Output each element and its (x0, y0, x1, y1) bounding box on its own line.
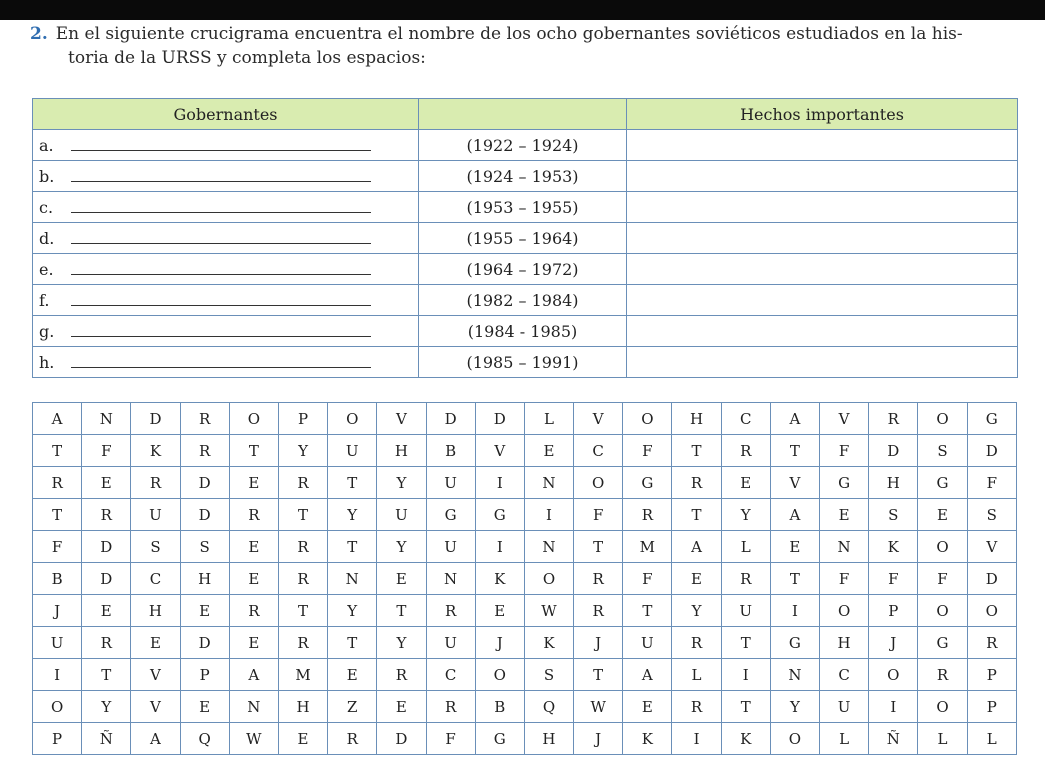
grid-cell[interactable]: Y (377, 531, 426, 563)
grid-cell[interactable]: O (229, 403, 278, 435)
grid-cell[interactable]: E (180, 595, 229, 627)
grid-cell[interactable]: E (229, 563, 278, 595)
grid-cell[interactable]: Y (770, 691, 819, 723)
grid-cell[interactable]: U (623, 627, 672, 659)
important-facts-cell[interactable] (627, 285, 1018, 316)
grid-cell[interactable]: D (131, 403, 180, 435)
grid-cell[interactable]: Ñ (869, 723, 918, 755)
grid-cell[interactable]: E (623, 691, 672, 723)
grid-cell[interactable]: F (82, 435, 131, 467)
grid-cell[interactable]: T (721, 691, 770, 723)
grid-cell[interactable]: O (918, 691, 967, 723)
grid-cell[interactable]: G (475, 723, 524, 755)
grid-cell[interactable]: Y (328, 595, 377, 627)
header-period (419, 99, 627, 130)
grid-cell[interactable]: F (574, 499, 623, 531)
ruler-name-blank[interactable] (71, 291, 371, 306)
grid-cell[interactable]: T (574, 531, 623, 563)
grid-cell[interactable]: H (180, 563, 229, 595)
grid-cell[interactable]: T (721, 627, 770, 659)
grid-cell[interactable]: G (918, 467, 967, 499)
ruler-row (33, 223, 1018, 254)
grid-cell[interactable]: B (426, 435, 475, 467)
grid-cell[interactable]: G (967, 403, 1016, 435)
grid-row (33, 499, 1017, 531)
grid-cell[interactable]: U (426, 531, 475, 563)
grid-cell[interactable]: F (33, 531, 82, 563)
grid-cell[interactable]: E (131, 627, 180, 659)
grid-cell[interactable]: K (721, 723, 770, 755)
important-facts-cell[interactable] (627, 161, 1018, 192)
grid-cell[interactable]: R (33, 467, 82, 499)
grid-cell[interactable]: F (426, 723, 475, 755)
grid-cell[interactable]: I (721, 659, 770, 691)
grid-cell[interactable]: R (672, 691, 721, 723)
grid-cell[interactable]: R (869, 403, 918, 435)
grid-cell[interactable]: S (180, 531, 229, 563)
grid-cell[interactable]: W (524, 595, 573, 627)
grid-cell[interactable]: R (721, 435, 770, 467)
grid-cell[interactable]: U (426, 467, 475, 499)
grid-cell[interactable]: U (328, 435, 377, 467)
grid-cell[interactable]: T (623, 595, 672, 627)
grid-cell[interactable]: E (180, 691, 229, 723)
grid-cell[interactable]: M (623, 531, 672, 563)
grid-cell[interactable]: R (82, 627, 131, 659)
grid-cell[interactable]: Z (328, 691, 377, 723)
rulers-table (32, 98, 1018, 378)
grid-cell[interactable]: R (377, 659, 426, 691)
grid-cell[interactable]: C (426, 659, 475, 691)
grid-cell[interactable]: E (524, 435, 573, 467)
grid-cell[interactable]: F (918, 563, 967, 595)
grid-cell[interactable]: C (131, 563, 180, 595)
grid-cell[interactable]: H (131, 595, 180, 627)
grid-cell[interactable]: V (377, 403, 426, 435)
grid-cell[interactable]: P (967, 659, 1016, 691)
grid-cell[interactable]: L (524, 403, 573, 435)
ruler-name-cell[interactable] (33, 161, 419, 192)
grid-cell[interactable]: F (869, 563, 918, 595)
grid-cell[interactable]: K (131, 435, 180, 467)
important-facts-cell[interactable] (627, 347, 1018, 378)
grid-cell[interactable]: R (278, 467, 327, 499)
grid-cell[interactable]: S (869, 499, 918, 531)
period-cell: (1953 – 1955) (419, 192, 627, 223)
grid-cell[interactable]: W (574, 691, 623, 723)
period-cell: (1964 – 1972) (419, 254, 627, 285)
grid-cell[interactable]: E (328, 659, 377, 691)
grid-cell[interactable]: D (377, 723, 426, 755)
grid-cell[interactable]: R (278, 627, 327, 659)
grid-cell[interactable]: E (820, 499, 869, 531)
grid-cell[interactable]: O (918, 403, 967, 435)
important-facts-cell[interactable] (627, 254, 1018, 285)
rulers-table-header (33, 99, 1018, 130)
instructions (30, 22, 1020, 70)
grid-cell[interactable]: Q (524, 691, 573, 723)
grid-cell[interactable]: L (721, 531, 770, 563)
grid-row (33, 627, 1017, 659)
grid-cell[interactable]: B (475, 691, 524, 723)
grid-cell[interactable]: T (278, 595, 327, 627)
grid-cell[interactable]: I (475, 467, 524, 499)
grid-cell[interactable]: T (672, 435, 721, 467)
header-hechos: Hechos importantes (627, 99, 1018, 130)
grid-cell[interactable]: S (131, 531, 180, 563)
grid-cell[interactable]: L (672, 659, 721, 691)
word-search-grid (32, 402, 1017, 755)
row-letter: e. (39, 259, 54, 279)
important-facts-cell[interactable] (627, 192, 1018, 223)
grid-cell[interactable]: V (475, 435, 524, 467)
grid-cell[interactable]: R (278, 563, 327, 595)
grid-cell[interactable]: N (229, 691, 278, 723)
grid-cell[interactable]: T (33, 435, 82, 467)
grid-cell[interactable]: R (574, 563, 623, 595)
ruler-name-cell[interactable] (33, 130, 419, 161)
grid-cell[interactable]: V (574, 403, 623, 435)
grid-cell[interactable]: B (33, 563, 82, 595)
period-cell: (1985 – 1991) (419, 347, 627, 378)
grid-row (33, 691, 1017, 723)
important-facts-cell[interactable] (627, 316, 1018, 347)
grid-cell[interactable]: O (328, 403, 377, 435)
period-cell: (1955 – 1964) (419, 223, 627, 254)
grid-cell[interactable]: V (131, 691, 180, 723)
grid-cell[interactable]: L (918, 723, 967, 755)
grid-cell[interactable]: N (524, 531, 573, 563)
grid-cell[interactable]: H (869, 467, 918, 499)
grid-cell[interactable]: Ñ (82, 723, 131, 755)
grid-cell[interactable]: S (918, 435, 967, 467)
grid-cell[interactable]: G (426, 499, 475, 531)
grid-cell[interactable]: O (574, 467, 623, 499)
grid-cell[interactable]: V (770, 467, 819, 499)
ruler-row (33, 347, 1018, 378)
grid-cell[interactable]: T (328, 531, 377, 563)
grid-cell[interactable]: U (33, 627, 82, 659)
ruler-row (33, 254, 1018, 285)
grid-cell[interactable]: G (820, 467, 869, 499)
grid-cell[interactable]: U (820, 691, 869, 723)
grid-cell[interactable]: R (623, 499, 672, 531)
ruler-name-blank[interactable] (71, 322, 371, 337)
instructions-line-1: En el siguiente crucigrama encuentra el nombre de los ocho gobernantes soviéticos estudiados en la his- (55, 24, 963, 44)
exercise-number: 2. (30, 24, 48, 44)
grid-cell[interactable]: N (820, 531, 869, 563)
grid-cell[interactable]: J (574, 723, 623, 755)
ruler-name-cell[interactable] (33, 347, 419, 378)
grid-cell[interactable]: G (475, 499, 524, 531)
grid-cell[interactable]: J (475, 627, 524, 659)
ruler-name-cell[interactable] (33, 285, 419, 316)
ruler-name-blank[interactable] (71, 353, 371, 368)
ruler-name-cell[interactable] (33, 316, 419, 347)
ruler-name-cell[interactable] (33, 192, 419, 223)
grid-cell[interactable]: R (229, 499, 278, 531)
grid-cell[interactable]: G (623, 467, 672, 499)
grid-cell[interactable]: J (869, 627, 918, 659)
grid-cell[interactable]: F (623, 563, 672, 595)
grid-cell[interactable]: O (918, 531, 967, 563)
grid-cell[interactable]: E (672, 563, 721, 595)
grid-cell[interactable]: O (475, 659, 524, 691)
grid-cell[interactable]: I (869, 691, 918, 723)
important-facts-cell[interactable] (627, 130, 1018, 161)
grid-cell[interactable]: T (770, 563, 819, 595)
grid-cell[interactable]: R (180, 403, 229, 435)
grid-cell[interactable]: K (475, 563, 524, 595)
grid-row (33, 595, 1017, 627)
grid-cell[interactable]: E (475, 595, 524, 627)
grid-cell[interactable]: R (426, 595, 475, 627)
grid-row (33, 467, 1017, 499)
top-bar (0, 0, 1045, 20)
grid-cell[interactable]: E (377, 691, 426, 723)
grid-cell[interactable]: T (770, 435, 819, 467)
grid-cell[interactable]: U (426, 627, 475, 659)
grid-cell[interactable]: I (475, 531, 524, 563)
grid-cell[interactable]: O (623, 403, 672, 435)
grid-cell[interactable]: E (918, 499, 967, 531)
grid-cell[interactable]: R (328, 723, 377, 755)
grid-row (33, 723, 1017, 755)
instructions-line-2: toria de la URSS y completa los espacios: (68, 48, 426, 68)
grid-cell[interactable]: V (131, 659, 180, 691)
grid-cell[interactable]: D (82, 563, 131, 595)
grid-cell[interactable]: E (721, 467, 770, 499)
grid-cell[interactable]: T (377, 595, 426, 627)
grid-cell[interactable]: A (33, 403, 82, 435)
grid-cell[interactable]: A (131, 723, 180, 755)
grid-cell[interactable]: E (770, 531, 819, 563)
grid-cell[interactable]: R (672, 467, 721, 499)
grid-row (33, 435, 1017, 467)
row-letter: b. (39, 166, 55, 186)
grid-cell[interactable]: R (180, 435, 229, 467)
ruler-name-blank[interactable] (71, 229, 371, 244)
grid-cell[interactable]: T (278, 499, 327, 531)
ruler-name-cell[interactable] (33, 223, 419, 254)
row-letter: f. (39, 290, 50, 310)
grid-cell[interactable]: D (82, 531, 131, 563)
grid-cell[interactable]: O (918, 595, 967, 627)
grid-cell[interactable]: T (574, 659, 623, 691)
ruler-row (33, 161, 1018, 192)
grid-cell[interactable]: C (820, 659, 869, 691)
important-facts-cell[interactable] (627, 223, 1018, 254)
grid-cell[interactable]: I (524, 499, 573, 531)
grid-cell[interactable]: P (180, 659, 229, 691)
grid-cell[interactable]: R (278, 531, 327, 563)
grid-cell[interactable]: O (33, 691, 82, 723)
grid-cell[interactable]: Q (180, 723, 229, 755)
period-cell: (1924 – 1953) (419, 161, 627, 192)
grid-cell[interactable]: U (377, 499, 426, 531)
grid-cell[interactable]: K (524, 627, 573, 659)
grid-cell[interactable]: V (967, 531, 1016, 563)
ruler-name-blank[interactable] (71, 167, 371, 182)
grid-cell[interactable]: N (770, 659, 819, 691)
grid-cell[interactable]: Y (721, 499, 770, 531)
grid-cell[interactable]: D (967, 435, 1016, 467)
grid-cell[interactable]: Y (377, 627, 426, 659)
ruler-name-blank[interactable] (71, 260, 371, 275)
grid-cell[interactable]: R (721, 563, 770, 595)
grid-row (33, 403, 1017, 435)
grid-cell[interactable]: I (770, 595, 819, 627)
grid-cell[interactable]: R (131, 467, 180, 499)
grid-cell[interactable]: W (229, 723, 278, 755)
grid-row (33, 659, 1017, 691)
grid-cell[interactable]: A (229, 659, 278, 691)
ruler-name-blank[interactable] (71, 198, 371, 213)
grid-cell[interactable]: P (967, 691, 1016, 723)
grid-cell[interactable]: A (672, 531, 721, 563)
ruler-row (33, 316, 1018, 347)
grid-cell[interactable]: E (82, 595, 131, 627)
grid-cell[interactable]: H (820, 627, 869, 659)
grid-cell[interactable]: Y (278, 435, 327, 467)
period-cell: (1922 – 1924) (419, 130, 627, 161)
row-letter: c. (39, 197, 54, 217)
grid-cell[interactable]: G (770, 627, 819, 659)
grid-cell[interactable]: R (82, 499, 131, 531)
grid-cell[interactable]: D (426, 403, 475, 435)
grid-cell[interactable]: L (820, 723, 869, 755)
grid-cell[interactable]: F (967, 467, 1016, 499)
grid-cell[interactable]: I (672, 723, 721, 755)
grid-cell[interactable]: N (426, 563, 475, 595)
grid-cell[interactable]: E (278, 723, 327, 755)
grid-cell[interactable]: U (131, 499, 180, 531)
grid-cell[interactable]: D (180, 627, 229, 659)
grid-row (33, 563, 1017, 595)
row-letter: h. (39, 352, 55, 372)
grid-cell[interactable]: A (770, 499, 819, 531)
grid-cell[interactable]: K (869, 531, 918, 563)
grid-cell[interactable]: P (33, 723, 82, 755)
grid-cell[interactable]: V (820, 403, 869, 435)
grid-cell[interactable]: K (623, 723, 672, 755)
grid-cell[interactable]: T (328, 467, 377, 499)
grid-cell[interactable]: H (524, 723, 573, 755)
grid-cell[interactable]: D (869, 435, 918, 467)
grid-cell[interactable]: P (869, 595, 918, 627)
grid-cell[interactable]: L (967, 723, 1016, 755)
grid-cell[interactable]: O (967, 595, 1016, 627)
grid-cell[interactable]: E (229, 467, 278, 499)
grid-cell[interactable]: R (672, 627, 721, 659)
grid-cell[interactable]: C (574, 435, 623, 467)
grid-cell[interactable]: Y (672, 595, 721, 627)
grid-cell[interactable]: R (967, 627, 1016, 659)
ruler-row (33, 192, 1018, 223)
grid-cell[interactable]: N (82, 403, 131, 435)
grid-cell[interactable]: J (574, 627, 623, 659)
ruler-name-blank[interactable] (71, 136, 371, 151)
grid-cell[interactable]: A (770, 403, 819, 435)
grid-cell[interactable]: S (524, 659, 573, 691)
row-letter: d. (39, 228, 55, 248)
grid-cell[interactable]: R (918, 659, 967, 691)
grid-cell[interactable]: R (229, 595, 278, 627)
grid-cell[interactable]: T (229, 435, 278, 467)
grid-cell[interactable]: E (377, 563, 426, 595)
grid-cell[interactable]: T (672, 499, 721, 531)
period-cell: (1984 - 1985) (419, 316, 627, 347)
period-cell: (1982 – 1984) (419, 285, 627, 316)
grid-cell[interactable]: J (33, 595, 82, 627)
grid-cell[interactable]: F (623, 435, 672, 467)
grid-cell[interactable]: Y (328, 499, 377, 531)
grid-cell[interactable]: A (623, 659, 672, 691)
grid-cell[interactable]: T (328, 627, 377, 659)
grid-cell[interactable]: O (524, 563, 573, 595)
grid-cell[interactable]: T (33, 499, 82, 531)
grid-cell[interactable]: G (918, 627, 967, 659)
ruler-row (33, 130, 1018, 161)
grid-cell[interactable]: T (82, 659, 131, 691)
grid-cell[interactable]: Y (377, 467, 426, 499)
grid-cell[interactable]: N (524, 467, 573, 499)
row-letter: g. (39, 321, 55, 341)
grid-cell[interactable]: R (574, 595, 623, 627)
grid-cell[interactable]: D (180, 467, 229, 499)
grid-cell[interactable]: F (820, 435, 869, 467)
grid-cell[interactable]: F (820, 563, 869, 595)
grid-cell[interactable]: D (475, 403, 524, 435)
ruler-row (33, 285, 1018, 316)
grid-cell[interactable]: D (967, 563, 1016, 595)
grid-cell[interactable]: S (967, 499, 1016, 531)
grid-cell[interactable]: N (328, 563, 377, 595)
grid-cell[interactable]: R (426, 691, 475, 723)
grid-cell[interactable]: C (721, 403, 770, 435)
grid-cell[interactable]: E (82, 467, 131, 499)
grid-cell[interactable]: M (278, 659, 327, 691)
grid-cell[interactable]: I (33, 659, 82, 691)
grid-cell[interactable]: D (180, 499, 229, 531)
grid-row (33, 531, 1017, 563)
grid-cell[interactable]: E (229, 531, 278, 563)
header-gobernantes: Gobernantes (33, 99, 419, 130)
grid-cell[interactable]: Y (82, 691, 131, 723)
ruler-name-cell[interactable] (33, 254, 419, 285)
grid-cell[interactable]: E (229, 627, 278, 659)
grid-cell[interactable]: H (278, 691, 327, 723)
grid-cell[interactable]: O (820, 595, 869, 627)
grid-cell[interactable]: O (770, 723, 819, 755)
grid-cell[interactable]: U (721, 595, 770, 627)
grid-cell[interactable]: P (278, 403, 327, 435)
row-letter: a. (39, 135, 54, 155)
grid-cell[interactable]: O (869, 659, 918, 691)
grid-cell[interactable]: H (377, 435, 426, 467)
grid-cell[interactable]: H (672, 403, 721, 435)
